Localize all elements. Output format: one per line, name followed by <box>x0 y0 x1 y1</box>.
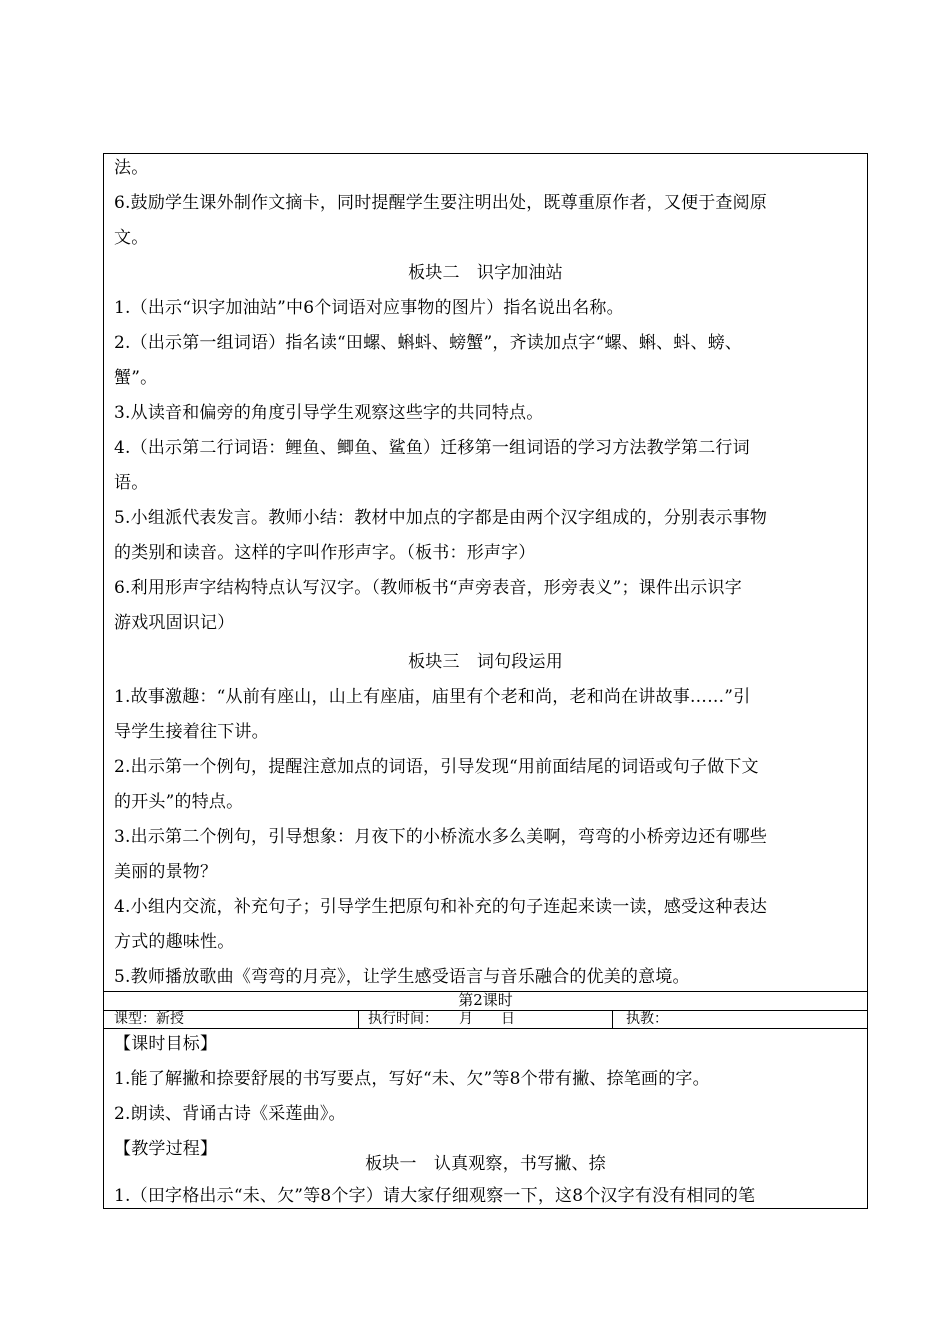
text-line: 语。 <box>114 473 149 493</box>
text-line: 5.小组派代表发言。教师小结：教材中加点的字都是由两个汉字组成的，分别表示事物 <box>114 508 768 528</box>
row-divider <box>104 1028 867 1029</box>
text-line: 2.出示第一个例句，提醒注意加点的词语，引导发现“用前面结尾的词语或句子做下文 <box>114 757 759 777</box>
text-line: 2.朗读、背诵古诗《采莲曲》。 <box>114 1104 346 1124</box>
text-line: 蟹”。 <box>114 368 158 388</box>
text-line: 1.故事激趣：“从前有座山，山上有座庙，庙里有个老和尚，老和尚在讲故事……”引 <box>114 687 751 707</box>
goals-heading: 【课时目标】 <box>114 1034 218 1054</box>
text-line: 4.小组内交流，补充句子；引导学生把原句和补充的句子连起来读一读，感受这种表达 <box>114 897 768 917</box>
text-line: 1.（田字格出示“未、欠”等8个字）请大家仔细观察一下，这8个汉字有没有相同的笔 <box>114 1186 756 1206</box>
lesson-title: 第2课时 <box>458 991 513 1009</box>
text-line: 美丽的景物？ <box>114 862 218 882</box>
text-line: 6.利用形声字结构特点认写汉字。（教师板书“声旁表音，形旁表义”；课件出示识字 <box>114 578 742 598</box>
text-line: 的开头”的特点。 <box>114 792 244 812</box>
lesson-type: 课型：新授 <box>114 1011 184 1027</box>
text-line: 游戏巩固识记） <box>114 613 235 633</box>
text-line: 6.鼓励学生课外制作文摘卡，同时提醒学生要注明出处，既尊重原作者，又便于查阅原 <box>114 193 768 213</box>
block-heading: 板块一 认真观察，书写撇、捺 <box>365 1154 606 1174</box>
text-line: 5.教师播放歌曲《弯弯的月亮》，让学生感受语言与音乐融合的优美的意境。 <box>114 967 690 987</box>
text-line: 4.（出示第二行词语：鲤鱼、鲫鱼、鲨鱼）迁移第一组词语的学习方法教学第二行词 <box>114 438 750 458</box>
text-line: 法。 <box>114 158 149 178</box>
text-line: 3.出示第二个例句，引导想象：月夜下的小桥流水多么美啊，弯弯的小桥旁边还有哪些 <box>114 827 768 847</box>
block-heading: 板块三 词句段运用 <box>408 652 563 672</box>
lesson-info-row <box>104 1010 867 1028</box>
text-line: 方式的趣味性。 <box>114 932 235 952</box>
text-line: 2.（出示第一组词语）指名读“田螺、蝌蚪、螃蟹”，齐读加点字“螺、蝌、蚪、螃、 <box>114 333 743 353</box>
text-line: 文。 <box>114 228 149 248</box>
text-line: 导学生接着往下讲。 <box>114 722 269 742</box>
execution-time: 执行时间： 月 日 <box>368 1011 515 1027</box>
lesson-plan-table <box>103 153 868 1209</box>
process-heading: 【教学过程】 <box>114 1139 218 1159</box>
cell-divider <box>612 1010 613 1028</box>
cell-divider <box>358 1010 359 1028</box>
text-line: 3.从读音和偏旁的角度引导学生观察这些字的共同特点。 <box>114 403 544 423</box>
teacher: 执教： <box>626 1011 668 1027</box>
text-line: 1.能了解撇和捺要舒展的书写要点，写好“未、欠”等8个带有撇、捺笔画的字。 <box>114 1069 710 1089</box>
text-line: 的类别和读音。这样的字叫作形声字。（板书：形声字） <box>114 543 536 563</box>
text-line: 1.（出示“识字加油站”中6个词语对应事物的图片）指名说出名称。 <box>114 298 624 318</box>
block-heading: 板块二 识字加油站 <box>408 263 563 283</box>
